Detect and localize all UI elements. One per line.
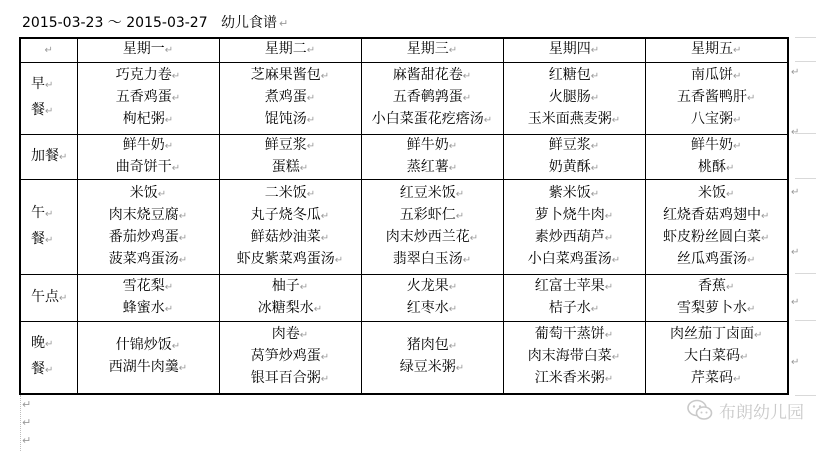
menu-item: 煮鸡蛋↵ <box>264 89 316 105</box>
menu-item: 红富士苹果↵ <box>534 277 614 294</box>
menu-item: 米饭↵ <box>129 184 167 201</box>
paragraph-mark: ↵ <box>278 17 289 30</box>
menu-item: 小白菜蛋花疙瘩汤↵ <box>371 111 493 127</box>
menu-item: 火龙果↵ <box>406 277 458 294</box>
menu-item: 蜂蜜水↵ <box>122 299 174 316</box>
meal-cell <box>645 179 788 274</box>
row-end-mark: ↵ <box>791 127 800 138</box>
menu-item: 丝瓜鸡蛋汤↵ <box>677 250 756 267</box>
menu-item: 绿豆米粥↵ <box>399 359 465 376</box>
row-end-mark: ↵ <box>791 187 800 198</box>
meal-cell <box>361 179 503 274</box>
meal-cell <box>219 274 361 321</box>
menu-item: 虾皮紫菜鸡蛋汤↵ <box>236 250 344 267</box>
menu-item: 芝麻果酱包↵ <box>250 67 330 83</box>
menu-item: 番茄炒鸡蛋↵ <box>108 228 188 245</box>
meal-cell <box>77 179 219 274</box>
meal-row <box>20 134 788 179</box>
menu-item: 雪花梨↵ <box>122 277 174 294</box>
meal-row <box>20 62 788 134</box>
meal-cell <box>219 62 361 134</box>
meal-cell <box>219 134 361 179</box>
menu-item: 素炒西葫芦↵ <box>534 228 614 245</box>
title-dates: 2015-03-23 ～ 2015-03-27 <box>22 15 208 31</box>
meal-cell <box>645 321 788 394</box>
row-end-line <box>795 37 816 38</box>
menu-item: 肉丝茄丁卤面↵ <box>670 326 763 343</box>
menu-item: 鲜牛奶↵ <box>122 136 174 153</box>
menu-item: 大白菜码↵ <box>684 348 749 365</box>
menu-item: 银耳百合粥↵ <box>250 370 330 387</box>
meal-label: 午↵ 餐↵ <box>20 179 77 274</box>
menu-item: 五彩虾仁↵ <box>399 206 465 223</box>
meal-cell <box>361 274 503 321</box>
menu-item: 馄饨汤↵ <box>264 111 316 127</box>
row-end-line <box>795 178 816 179</box>
empty-paragraphs: ↵ ↵ ↵ <box>22 398 32 447</box>
menu-item: 芹菜码↵ <box>691 370 742 387</box>
menu-item: 蒸红薯↵ <box>406 158 458 175</box>
menu-item: 翡翠白玉汤↵ <box>392 250 472 267</box>
row-end-line <box>795 395 816 396</box>
meal-cell <box>361 134 503 179</box>
wechat-icon <box>687 399 713 421</box>
menu-item: 柚子↵ <box>271 277 309 294</box>
header-day: 星期一↵ <box>77 38 219 62</box>
meal-cell <box>361 62 503 134</box>
meal-cell <box>77 62 219 134</box>
meal-label: 加餐↵ <box>20 134 77 179</box>
meal-cell <box>361 321 503 394</box>
menu-item: 红豆米饭↵ <box>399 184 465 201</box>
row-end-line <box>795 273 816 274</box>
menu-item: 奶黄酥↵ <box>548 158 600 175</box>
meal-cell <box>503 179 645 274</box>
menu-item: 桔子水↵ <box>548 299 600 316</box>
meal-cell <box>77 134 219 179</box>
row-end-mark: ↵ <box>791 247 800 258</box>
menu-item: 南瓜饼↵ <box>691 67 742 83</box>
menu-item: 肉卷↵ <box>271 326 309 343</box>
menu-item: 小白菜鸡蛋汤↵ <box>527 250 621 267</box>
menu-item: 二米饭↵ <box>264 184 316 201</box>
menu-item: 冰糖梨水↵ <box>257 299 323 316</box>
menu-item: 雪梨萝卜水↵ <box>677 299 756 316</box>
row-end-line <box>795 133 816 134</box>
menu-item: 红糖包↵ <box>548 67 600 83</box>
menu-item: 葡萄干蒸饼↵ <box>534 326 614 343</box>
menu-item: 五香鹌鹑蛋↵ <box>392 89 472 105</box>
document-title <box>22 12 288 32</box>
title-name: 幼儿食谱 <box>220 15 277 31</box>
menu-item: 什锦炒饭↵ <box>115 337 181 354</box>
meal-label: 早↵ 餐↵ <box>20 62 77 134</box>
menu-item: 鲜牛奶↵ <box>406 136 458 153</box>
meal-cell <box>503 321 645 394</box>
meal-label: 晚↵ 餐↵ <box>20 321 77 394</box>
menu-item: 肉末海带白菜↵ <box>527 348 621 365</box>
meal-cell <box>645 274 788 321</box>
menu-item: 火腿肠↵ <box>548 89 600 105</box>
row-end-mark: ↵ <box>791 297 800 308</box>
menu-item: 菠菜鸡蛋汤↵ <box>108 250 188 267</box>
menu-item: 麻酱甜花卷↵ <box>392 67 472 83</box>
meal-row <box>20 321 788 394</box>
meal-cell <box>645 62 788 134</box>
menu-item: 蛋糕↵ <box>271 158 309 175</box>
menu-item: 鲜菇炒油菜↵ <box>250 228 330 245</box>
meal-cell <box>503 62 645 134</box>
header-day: 星期三↵ <box>361 38 503 62</box>
meal-cell <box>503 134 645 179</box>
menu-item: 鲜豆浆↵ <box>264 136 316 153</box>
menu-item: 曲奇饼干↵ <box>115 158 181 175</box>
meal-row <box>20 179 788 274</box>
corner-cell <box>20 38 77 62</box>
meal-cell <box>77 321 219 394</box>
menu-item: 丸子烧冬瓜↵ <box>250 206 330 223</box>
menu-item: 桃酥↵ <box>698 158 735 175</box>
meal-cell <box>219 179 361 274</box>
menu-item: 香蕉↵ <box>698 277 735 294</box>
menu-item: 西湖牛肉羹↵ <box>108 359 188 376</box>
meal-row <box>20 274 788 321</box>
menu-item: 紫米饭↵ <box>548 184 600 201</box>
cell-mark: ↵ <box>44 45 53 57</box>
menu-item: 八宝粥↵ <box>691 111 742 127</box>
header-row <box>20 38 788 62</box>
menu-item: 肉末烧豆腐↵ <box>108 206 188 223</box>
row-end-mark: ↵ <box>791 67 800 78</box>
menu-item: 五香酱鸭肝↵ <box>677 89 756 105</box>
menu-item: 红烧香菇鸡翅中↵ <box>663 206 770 223</box>
watermark-text: 布朗幼儿园 <box>719 402 804 423</box>
meal-cell <box>219 321 361 394</box>
menu-item: 玉米面燕麦粥↵ <box>527 111 621 127</box>
menu-item: 江米香米粥↵ <box>534 370 614 387</box>
menu-item: 虾皮粉丝圆白菜↵ <box>663 228 770 245</box>
menu-item: 肉末炒西兰花↵ <box>385 228 479 245</box>
watermark <box>687 397 804 423</box>
menu-item: 枸杞粥↵ <box>122 111 174 127</box>
row-end-line <box>795 320 816 321</box>
meal-cell <box>503 274 645 321</box>
menu-item: 红枣水↵ <box>406 299 458 316</box>
menu-item: 鲜豆浆↵ <box>548 136 600 153</box>
row-end-mark: ↵ <box>791 357 800 368</box>
meal-cell <box>645 134 788 179</box>
header-day: 星期二↵ <box>219 38 361 62</box>
meal-cell <box>77 274 219 321</box>
menu-item: 鲜牛奶↵ <box>691 136 742 153</box>
header-day: 星期四↵ <box>503 38 645 62</box>
menu-item: 猪肉包↵ <box>406 337 458 354</box>
meal-label: 午点↵ <box>20 274 77 321</box>
row-end-line <box>795 61 816 62</box>
menu-item: 五香鸡蛋↵ <box>115 89 181 105</box>
menu-item: 萝卜烧牛肉↵ <box>534 206 614 223</box>
header-day: 星期五↵ <box>645 38 788 62</box>
menu-item: 莴笋炒鸡蛋↵ <box>250 348 330 365</box>
menu-item: 巧克力卷↵ <box>115 67 181 83</box>
menu-item: 米饭↵ <box>698 184 735 201</box>
menu-table <box>19 37 789 395</box>
row-end-marks <box>789 37 816 395</box>
